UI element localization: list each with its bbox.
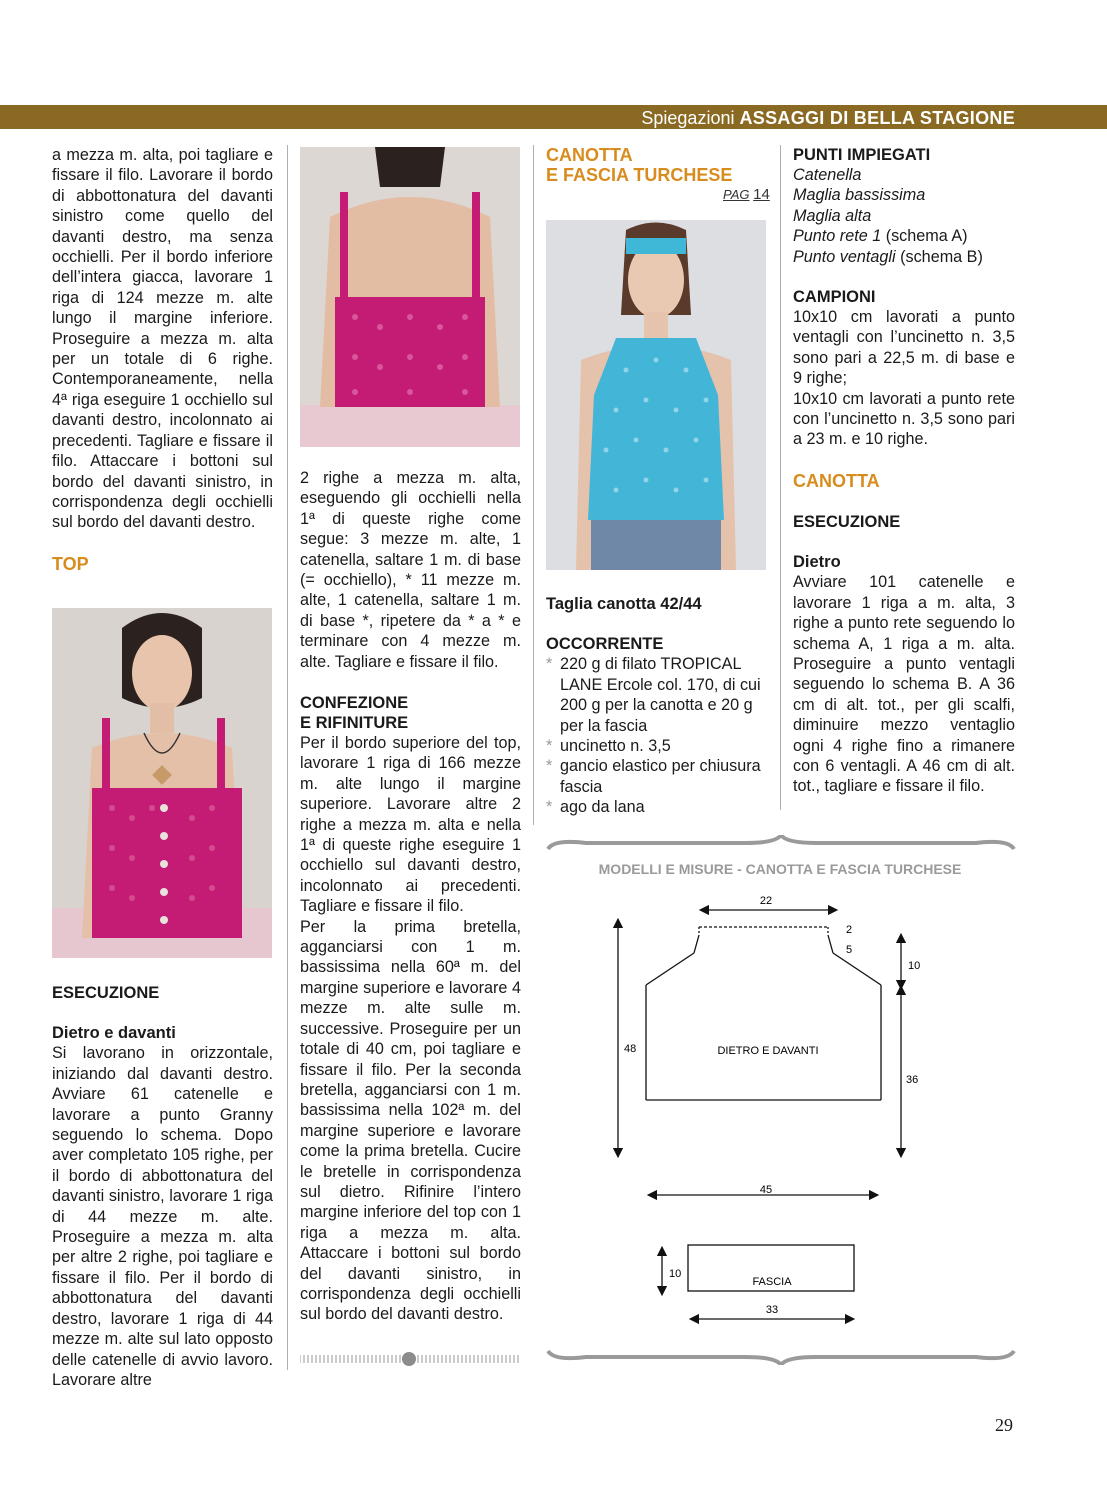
canotta-title-line-2: E FASCIA TURCHESE <box>546 165 733 185</box>
column-divider <box>287 145 288 1370</box>
punto-item: Catenella <box>793 166 862 184</box>
list-item: * uncinetto n. 3,5 <box>546 736 768 756</box>
esecuzione-heading: ESECUZIONE <box>52 984 160 1002</box>
column-2 <box>300 468 521 672</box>
header-section: Spiegazioni <box>641 108 735 128</box>
canotta-heading: CANOTTA <box>793 470 880 491</box>
body-piece-label: DIETRO E DAVANTI <box>717 1045 819 1057</box>
running-header <box>641 106 1015 130</box>
top-width-label: 22 <box>759 895 773 907</box>
punto-item: Maglia bassissima <box>793 186 926 205</box>
taglia-label: Taglia canotta 42/44 <box>546 595 702 613</box>
intro-paragraph: a mezza m. alta, poi tagliare e fissare il filo. Lavorare il bordo di abbottonatura del davanti sinistro come quello del davanti destro, ma senza occhielli. Per il bordo inferiore dell’intera giacca, lavorare 1 riga di 124 mezze m. alte lungo il margine inferiore. Proseguire a mezza m. alta per un totale di 6 righe. Contemporaneamente, nella 4ª riga eseguire 1 occhiello sul davanti destro, incolonnato ai precedenti. Tagliare e fissare il filo. Attaccare i bottoni sul bordo del davanti sinistro, in corrispondenza degli occhielli sul bordo del davanti destro. <box>52 146 273 532</box>
column-1 <box>52 145 273 575</box>
page-number: 29 <box>995 1415 1013 1435</box>
canotta-title-line-1: CANOTTA <box>546 145 633 165</box>
body-outline <box>694 935 699 953</box>
schema-b-label: (schema B) <box>895 247 983 266</box>
punto-item <box>793 226 1015 246</box>
column-divider <box>533 145 534 825</box>
confezione-heading <box>300 693 521 733</box>
campioni-heading: CAMPIONI <box>793 288 876 307</box>
column-3 <box>546 594 768 818</box>
column-1-lower <box>52 983 273 1390</box>
band-width-label: 33 <box>765 1304 779 1316</box>
buttonhole-paragraph: 2 righe a mezza m. alta, eseguendo gli occhielli nella 1ª di queste righe come segue: 3 mezze m. alte, 1 catenella, saltare 1 m. di base (= occhiello), * 11 mezze m. alte, 1 catenella, saltare 1 m. di base *, ripetere da * a * e terminare con 4 mezze m. alte. Tagliare e fissare il filo. <box>300 469 521 671</box>
dietro-davanti-heading: Dietro e davanti <box>52 1024 176 1042</box>
punto-item: Maglia alta <box>793 206 872 225</box>
model-top-illustration <box>52 608 272 958</box>
diagram-title: MODELLI E MISURE - CANOTTA E FASCIA TURCHESE <box>598 861 962 877</box>
band-piece-label: FASCIA <box>752 1276 792 1288</box>
body-outline <box>828 935 833 953</box>
header-title: ASSAGGI DI BELLA STAGIONE <box>739 108 1015 128</box>
model-back-illustration <box>300 147 520 447</box>
page-reference-number: 14 <box>753 186 770 203</box>
canotta-photo <box>546 220 766 570</box>
top-brace <box>548 835 1014 849</box>
armhole-label: 10 <box>908 960 921 972</box>
model-canotta-illustration <box>546 220 766 570</box>
neck-label-5: 5 <box>846 944 853 956</box>
canotta-title <box>546 145 732 185</box>
schema-a-label: (schema A) <box>881 227 968 246</box>
neck-label-2: 2 <box>846 924 853 936</box>
measurements-diagram <box>546 835 1016 1365</box>
body-height-label: 36 <box>906 1074 919 1086</box>
confezione-line-2: E RIFINITURE <box>300 714 409 732</box>
page-reference-label: PAG <box>723 187 750 202</box>
occorrente-heading: OCCORRENTE <box>546 635 664 654</box>
confezione-line-1: CONFEZIONE <box>300 694 409 712</box>
punti-heading: PUNTI IMPIEGATI <box>793 146 931 164</box>
punto-rete-label: Punto rete 1 <box>793 227 882 246</box>
campioni-paragraph: 10x10 cm lavorati a punto rete con l’uncinetto n. 3,5 sono pari a 23 m. e 10 righe. <box>793 389 1015 449</box>
list-item: * ago da lana <box>546 797 768 817</box>
top-title: TOP <box>52 553 89 574</box>
bottom-width-label: 45 <box>759 1184 773 1196</box>
total-height-label: 48 <box>624 1043 637 1055</box>
decorative-slider <box>300 1352 522 1366</box>
dietro-heading: Dietro <box>793 552 841 571</box>
band-height-label: 10 <box>669 1268 682 1280</box>
top-front-photo <box>52 608 272 958</box>
page-reference <box>723 186 770 203</box>
bottom-brace <box>548 1351 1014 1365</box>
body-outline <box>833 953 881 985</box>
list-item: * 220 g di filato TROPICAL LANE Ercole col. 170, di cui 200 g per la canotta e 20 g per la fascia <box>546 654 768 736</box>
list-item: * gancio elastico per chiusura fascia <box>546 756 768 797</box>
canotta-instructions: Avviare 101 catenelle e lavorare 1 riga a m. alta, 3 righe a punto rete seguendo lo schema A, 1 riga a m. alta. Proseguire a punto ventagli seguendo lo schema B. A 36 cm di alt. tot., per gli scalfi, diminuire mezzo ventaglio ogni 4 righe fino a rimanere con 6 ventagli. A 46 cm di alt. tot., tagliare e fissare il filo. <box>793 573 1015 796</box>
top-instructions: Si lavorano in orizzontale, iniziando dal davanti destro. Avviare 61 catenelle e lavorare a punto Granny seguendo lo schema. Dopo aver completato 105 righe, per il bordo di abbottonatura del davanti sinistro, lavorare 1 riga di 44 mezze m. alte. Proseguire a mezza m. alta per altre 2 righe, poi tagliare e fissare il filo. Per il bordo di abbottonatura del davanti destro, lavorare 1 riga di 44 mezze m. alte sul lato opposto delle catenelle di avvio lavoro. Lavorare altre <box>52 1044 273 1389</box>
column-4 <box>793 145 1015 797</box>
column-2-lower <box>300 693 521 1325</box>
column-divider <box>780 145 781 810</box>
materials-list <box>546 654 768 817</box>
campioni-paragraph: 10x10 cm lavorati a punto ventagli con l’uncinetto n. 3,5 sono pari a 22,5 m. di base e 9 righe; <box>793 308 1015 388</box>
punto-item <box>793 247 1015 267</box>
body-outline <box>646 953 694 985</box>
esecuzione-heading: ESECUZIONE <box>793 512 901 531</box>
finishing-paragraph: Per il bordo superiore del top, lavorare 1 riga di 166 mezze m. alte lungo il margine superiore. Lavorare altre 2 righe a mezza m. alta e nella 1ª di queste righe eseguire 1 occhiello sul davanti destro, incolonnato ai precedenti. Tagliare e fissare il filo. <box>300 734 521 916</box>
top-back-photo <box>300 147 520 447</box>
punto-ventagli-label: Punto ventagli <box>793 247 896 266</box>
straps-paragraph: Per la prima bretella, agganciarsi con 1 m. bassissima nella 60ª m. del margine superiore e lavorare 4 mezze m. alte sulle m. successive. Proseguire per un totale di 40 cm, poi tagliare e fissare il filo. Per la seconda bretella, agganciarsi con 1 m. bassissima nella 102ª m. del margine superiore e lavorare come la prima bretella. Cucire le bretelle in corrispondenza sul dietro. Rifinire l’intero margine inferiore del top con 1 riga a mezza m. alta. Attaccare i bottoni sul bordo del davanti sinistro, in corrispondenza degli occhielli sul bordo del davanti destro. <box>300 917 521 1324</box>
